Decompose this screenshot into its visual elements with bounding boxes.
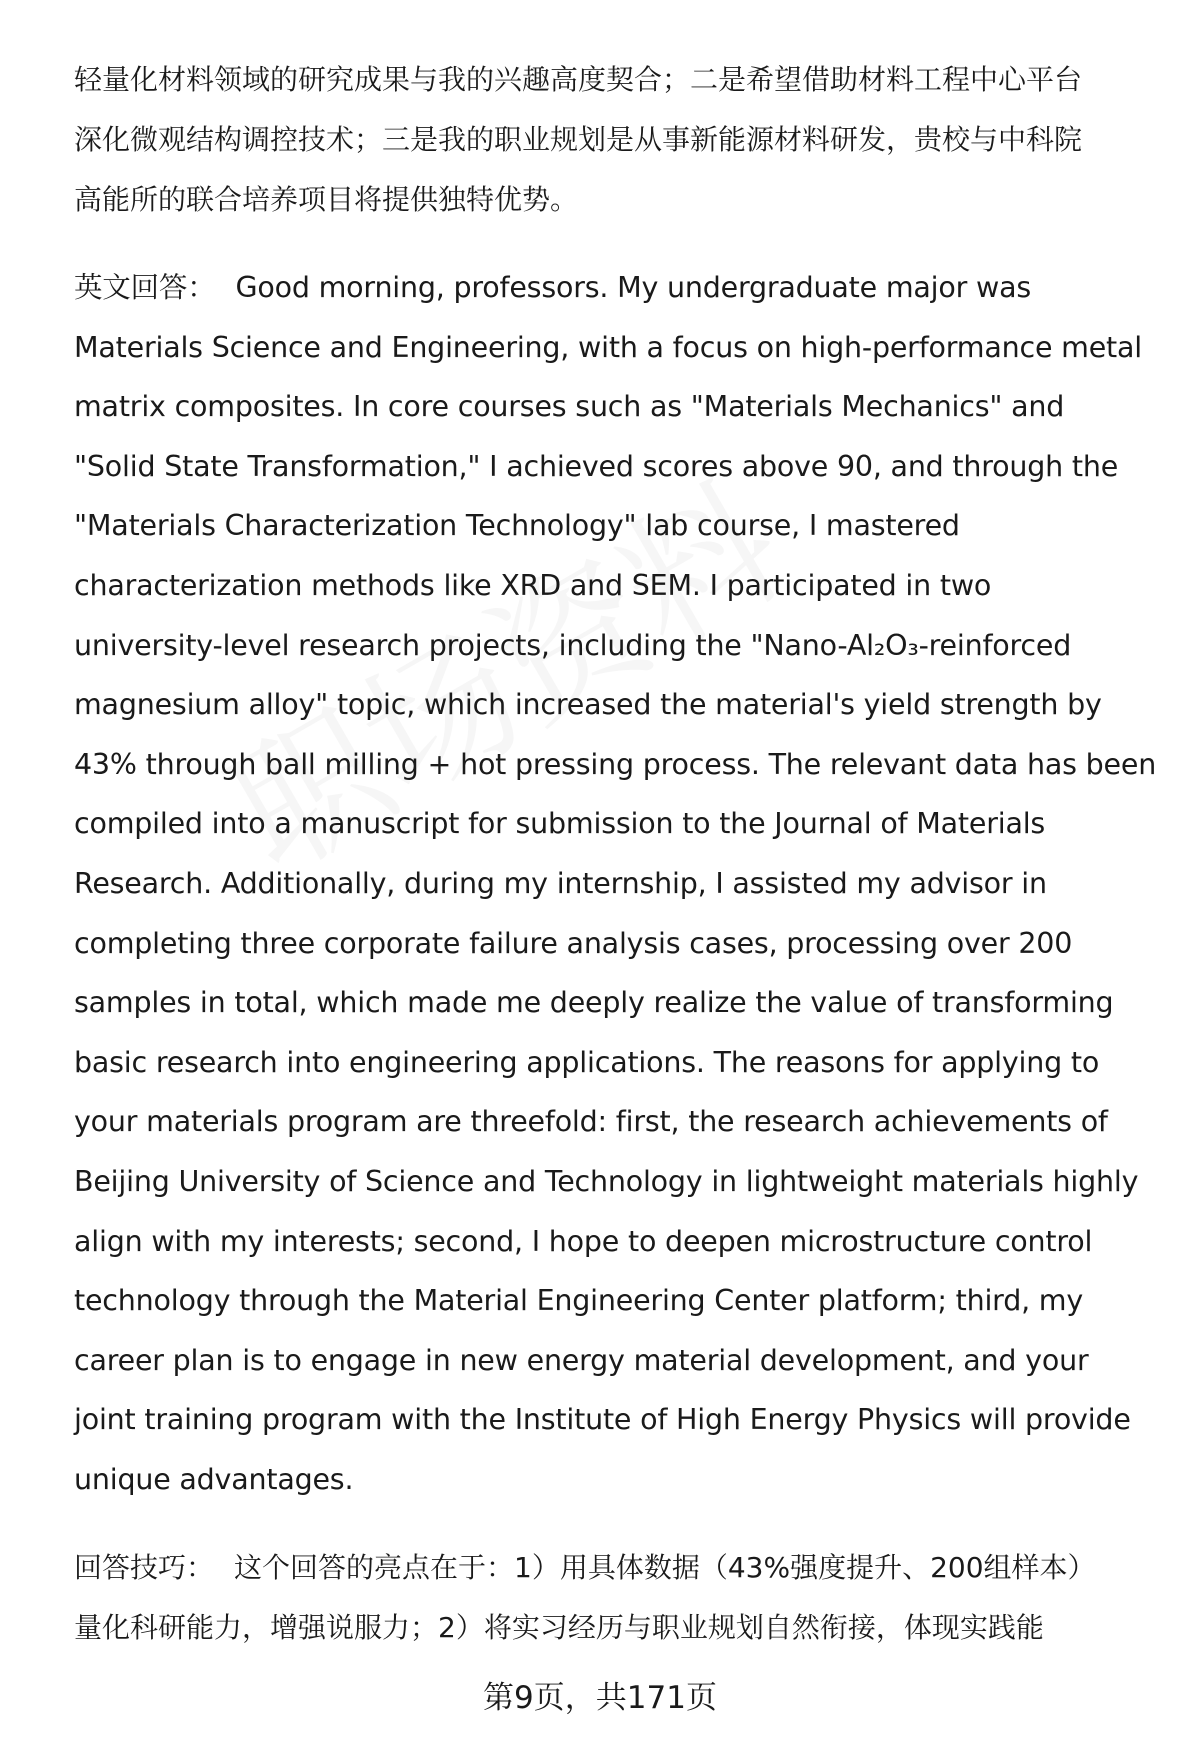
cn-line: 高能所的联合培养项目将提供独特优势。: [74, 183, 579, 216]
english-answer-line: matrix composites. In core courses such as "Materials Mechanics" and: [74, 390, 1065, 423]
english-answer-line: magnesium alloy" topic, which increased the material's yield strength by: [74, 688, 1102, 721]
english-answer-line: Beijing University of Science and Technology in lightweight materials highly: [74, 1165, 1139, 1198]
english-answer-line: university-level research projects, including the "Nano-Al₂O₃-reinforced: [74, 629, 1072, 662]
tips-line: 量化科研能力，增强说服力；2）将实习经历与职业规划自然衔接，体现实践能: [74, 1611, 1044, 1644]
english-answer-line: basic research into engineering applications. The reasons for applying to: [74, 1046, 1100, 1079]
english-answer-line: Materials Science and Engineering, with a focus on high-performance metal: [74, 331, 1142, 364]
english-answer-line: compiled into a manuscript for submission to the Journal of Materials: [74, 807, 1046, 840]
english-answer-line: your materials program are threefold: first, the research achievements of: [74, 1105, 1108, 1138]
english-answer-line: 43% through ball milling + hot pressing process. The relevant data has been: [74, 748, 1157, 781]
english-answer-line: samples in total, which made me deeply realize the value of transforming: [74, 986, 1114, 1019]
english-answer-line: career plan is to engage in new energy material development, and your: [74, 1344, 1089, 1377]
english-answer-line: technology through the Material Engineering Center platform; third, my: [74, 1284, 1084, 1317]
english-answer-line: 英文回答： Good morning, professors. My undergraduate major was: [74, 271, 1032, 304]
english-answer-line: Research. Additionally, during my internship, I assisted my advisor in: [74, 867, 1047, 900]
english-answer-line: unique advantages.: [74, 1463, 354, 1496]
english-answer-line: "Materials Characterization Technology" lab course, I mastered: [74, 509, 960, 542]
cn-line: 轻量化材料领域的研究成果与我的兴趣高度契合；二是希望借助材料工程中心平台: [74, 63, 1083, 96]
english-answer-line: characterization methods like XRD and SEM. I participated in two: [74, 569, 992, 602]
english-answer-line: completing three corporate failure analysis cases, processing over 200: [74, 927, 1073, 960]
english-answer-line: joint training program with the Institute of High Energy Physics will provide: [74, 1403, 1131, 1436]
english-answer-label: 英文回答：: [74, 271, 216, 304]
page-number: 第9页，共171页: [483, 1680, 717, 1716]
english-answer-line: align with my interests; second, I hope to deepen microstructure control: [74, 1225, 1093, 1258]
cn-line: 深化微观结构调控技术；三是我的职业规划是从事新能源材料研发，贵校与中科院: [74, 123, 1083, 156]
tips-label: 回答技巧：: [74, 1551, 215, 1584]
tips-line: 回答技巧： 这个回答的亮点在于：1）用具体数据（43%强度提升、200组样本）: [74, 1551, 1096, 1584]
english-answer-line: "Solid State Transformation," I achieved scores above 90, and through the: [74, 450, 1119, 483]
